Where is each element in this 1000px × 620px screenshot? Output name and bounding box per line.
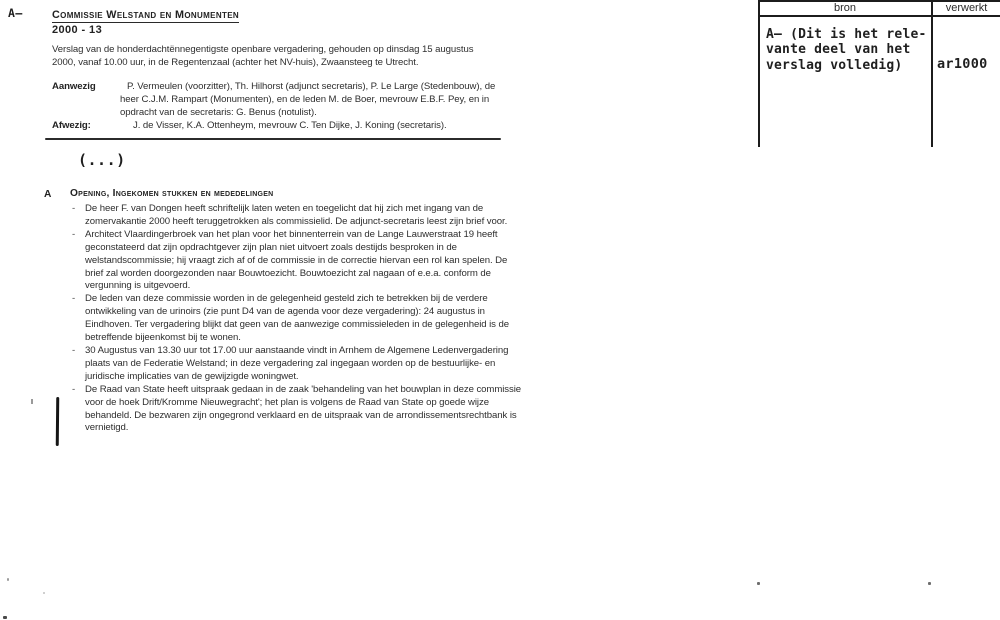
bron-note-line: vante deel van het (766, 42, 911, 58)
attendance-block (52, 81, 502, 133)
margin-annotation-mark: A— (8, 6, 23, 20)
bullet-marker: - (72, 344, 76, 356)
section-bullet-list (72, 203, 530, 435)
meeting-number: 2000 - 13 (52, 24, 103, 36)
bullet-item (72, 293, 530, 345)
bullet-item (72, 384, 530, 436)
margin-pen-stroke (56, 397, 59, 446)
omission-mark: (...) (78, 151, 126, 169)
bullet-text: De Raad van State heeft uitspraak gedaan in de zaak 'behandeling van het bouwplan in deze commissie voor de hoek Drift/Kromme Nieuwegracht'; het plan is volgens de Raad van State op goede wijze behandeld. De bezwaren zijn ongegrond verklaard en de uitspraak van de arrondissementsrechtbank is vernietigd. (85, 383, 522, 434)
table-left-border (758, 0, 760, 147)
bullet-item (72, 203, 530, 229)
section-heading: Opening, Ingekomen stukken en mededelingen (70, 188, 274, 199)
intro-paragraph: Verslag van de honderdachtënnegentigste openbare vergadering, gehouden op dinsdag 15 augustus 2000, vanaf 10.00 uur, in de Regentenzaal (achter het NV-huis), Zwaansteeg te Utrecht. (52, 44, 474, 68)
bullet-marker: - (72, 228, 76, 240)
bullet-text: 30 Augustus van 13.30 uur tot 17.00 uur aanstaande vindt in Arnhem de Algemene Ledenvergadering plaats van de Federatie Welstand; in deze vergadering zal ingegaan worden op de bestuurlijke- en juridische implicaties van de gewijzigde woningwet. (85, 344, 509, 382)
table-header-rule (758, 15, 1000, 17)
bullet-marker: - (72, 203, 76, 214)
table-column-divider (931, 0, 933, 147)
section-index: A (44, 189, 52, 200)
bron-note-line: verslag volledig) (766, 57, 903, 73)
margin-tick-mark (31, 399, 33, 404)
verwerkt-cell-value: ar1000 (937, 56, 988, 72)
attendance-row-present (52, 81, 502, 120)
scan-speck (7, 578, 9, 581)
bullet-marker: - (72, 383, 76, 395)
bullet-text: De heer F. van Dongen heeft schriftelijk laten weten en toegelicht dat hij zich met ingang van de zomervakantie 2000 heeft teruggetrokken als commissielid. De adjunct-secretaris leest zijn brief voor. (85, 203, 508, 227)
document-title: Commissie Welstand en Monumenten (52, 9, 240, 21)
attendance-label: Aanwezig (52, 81, 96, 92)
scan-speck (928, 582, 931, 585)
bron-note-line: A— (Dit is het rele- (766, 27, 927, 42)
bullet-item (72, 229, 530, 294)
bullet-item (72, 345, 530, 384)
attendance-row-absent (52, 120, 502, 133)
table-header-verwerkt: verwerkt (945, 2, 988, 14)
scan-speck (43, 592, 45, 594)
scan-speck (3, 616, 7, 619)
bullet-text: De leden van deze commissie worden in de gelegenheid gesteld zich te betrekken bij de verdere ontwikkeling van de urinoirs (zie punt D4 van de agenda voor deze vergadering): 24 augustus in Eindhoven. Ter vergadering blijkt dat geen van de aanwezige commissieleden in de gelegenheid is de betreffende bijeenkomst bij te wonen. (85, 293, 509, 344)
attendance-label: Afwezig: (52, 119, 91, 131)
scan-speck (757, 582, 760, 585)
bron-cell-note (766, 27, 927, 73)
table-header-bron: bron (833, 2, 857, 14)
bullet-text: Architect Vlaardingerbroek van het plan voor het binnenterrein van de Lange Lauwerstraat 19 heeft geconstateerd dat zijn opdrachtgever zijn plan niet uitvoert zoals destijds besproken in de welstandscommissie; hij vraagt zich af of de commissie in de correctie hiervan een rol kan spelen. De brief zal worden doorgezonden naar Bouwtoezicht. Bouwtoezicht zal nagaan of e.e.a. conform de vergunning is uitgevoerd. (85, 228, 508, 292)
divider-rule (45, 138, 501, 140)
bullet-marker: - (72, 293, 76, 305)
attendance-value: J. de Visser, K.A. Ottenheym, mevrouw C. Ten Dijke, J. Koning (secretaris). (133, 119, 447, 131)
attendance-value: P. Vermeulen (voorzitter), Th. Hilhorst (adjunct secretaris), P. Le Large (Stedenbouw), de heer C.J.M. Rampart (Monumenten), en de leden M. de Boer, mevrouw E.B.F. Pey, en in opdracht van de secretaris: G. Benus (notulist). (120, 81, 496, 118)
